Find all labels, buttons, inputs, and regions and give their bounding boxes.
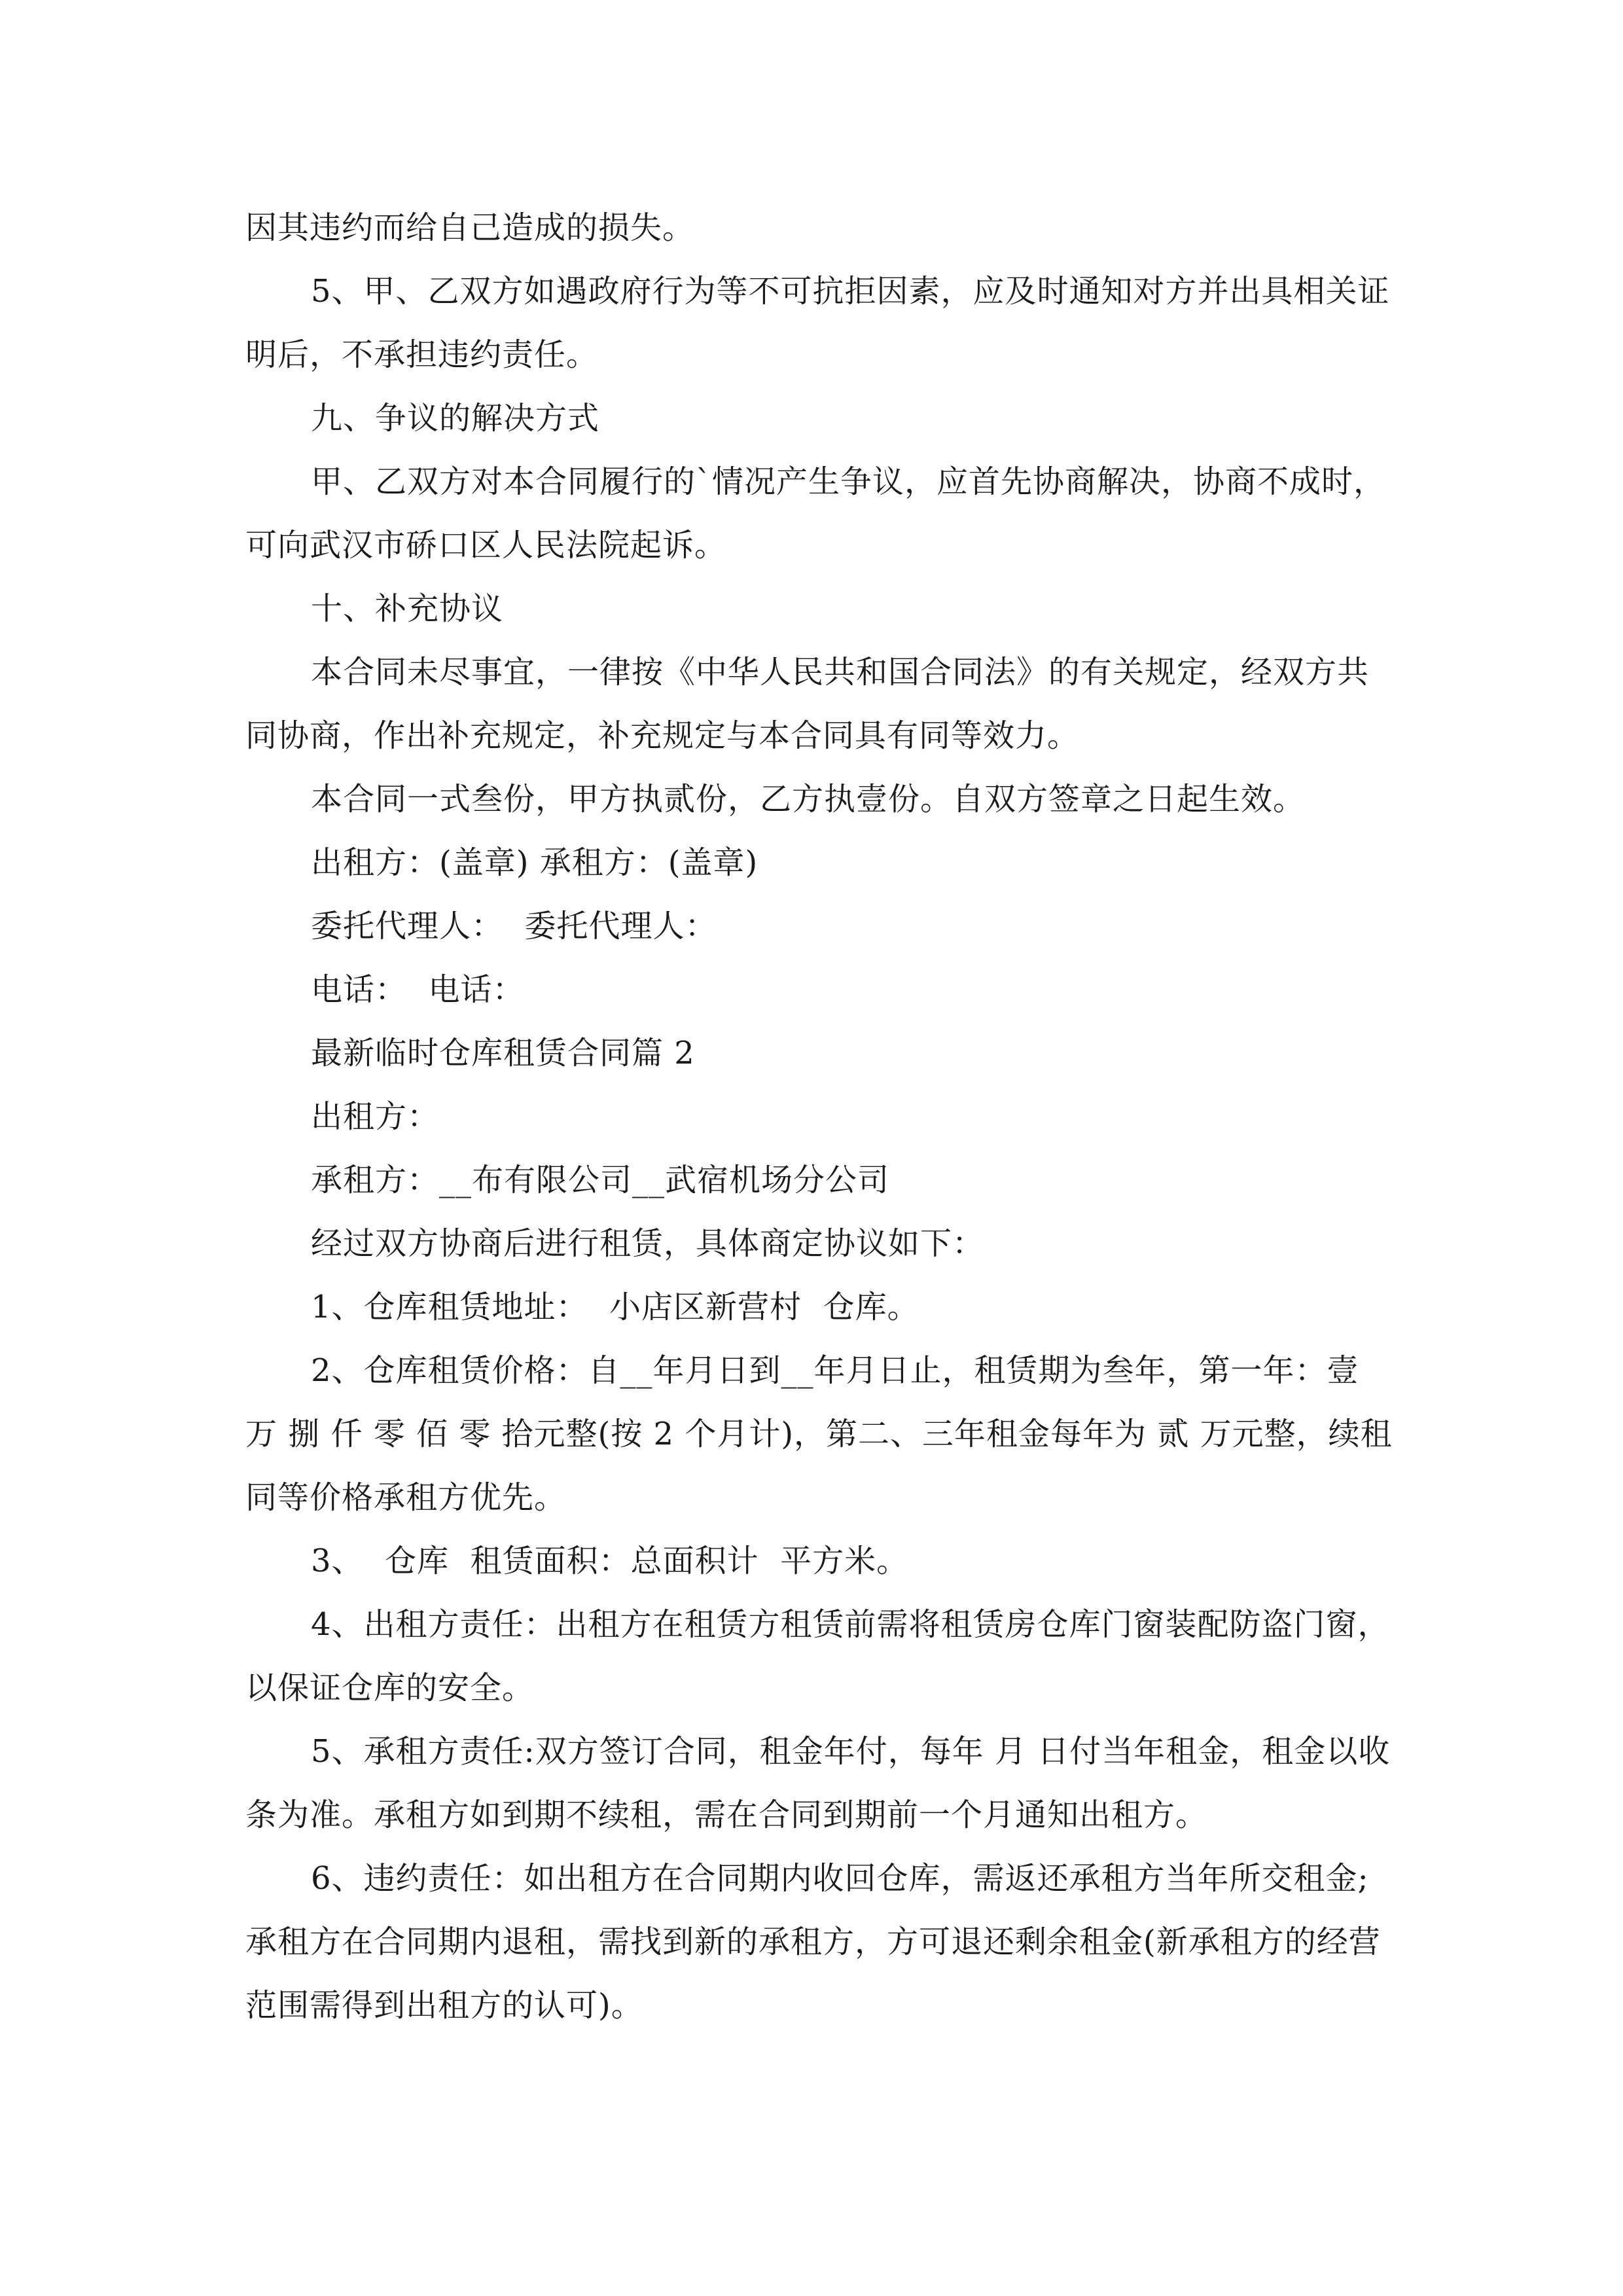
agent-line: 委托代理人： 委托代理人： (311, 908, 717, 944)
clause-lessor-duty: 4、出租方责任：出租方在租赁方租赁前需将租赁房仓库门窗装配防盗门窗，以保证仓库的安全。 (245, 1606, 1390, 1706)
paragraph: 本合同一式叁份，甲方执贰份，乙方执壹份。自双方签章之日起生效。 (311, 781, 1306, 817)
clause-lessee-duty: 5、承租方责任:双方签订合同，租金年付，每年 月 日付当年租金，租金以收条为准。承租方如到期不续租，需在合同到期前一个月通知出租方。 (245, 1733, 1391, 1833)
lessor-line: 出租方： (311, 1098, 440, 1135)
lessee-line: 承租方：__布有限公司__武宿机场分公司 (311, 1162, 890, 1198)
section-heading: 九、争议的解决方式 (311, 400, 600, 437)
contract-title: 最新临时仓库租赁合同篇 2 (311, 1035, 695, 1071)
clause-area: 3、 仓库 租赁面积：总面积计 平方米。 (311, 1543, 909, 1579)
signature-line: 出租方：(盖章) 承租方：(盖章) (311, 844, 758, 881)
paragraph: 本合同未尽事宜，一律按《中华人民共和国合同法》的有关规定，经双方共同协商，作出补充规定，补充规定与本合同具有同等效力。 (245, 654, 1370, 754)
phone-line: 电话： 电话： (311, 971, 525, 1008)
paragraph: 甲、乙双方对本合同履行的`情况产生争议，应首先协商解决，协商不成时，可向武汉市硚口区人民法院起诉。 (245, 463, 1386, 564)
clause-breach: 6、违约责任：如出租方在合同期内收回仓库，需返还承租方当年所交租金;承租方在合同期内退租，需找到新的承租方，方可退还剩余租金(新承租方的经营范围需得到出租方的认可)。 (245, 1860, 1381, 2024)
clause-address: 1、仓库租赁地址： 小店区新营村 仓库。 (311, 1289, 919, 1325)
paragraph: 5、甲、乙双方如遇政府行为等不可抗拒因素，应及时通知对方并出具相关证明后，不承担违约责任。 (245, 273, 1390, 373)
paragraph: 经过双方协商后进行租赁，具体商定协议如下： (311, 1225, 985, 1262)
clause-price: 2、仓库租赁价格：自__年月日到__年月日止，租赁期为叁年，第一年：壹 万 捌 仟 零 佰 零 拾元整(按 2 个月计)，第二、三年租金每年为 贰 万元整，续租同等价格承租方优先。 (245, 1352, 1393, 1516)
paragraph: 因其违约而给自己造成的损失。 (245, 209, 695, 246)
document-body (245, 196, 1397, 2037)
section-heading: 十、补充协议 (311, 590, 504, 627)
